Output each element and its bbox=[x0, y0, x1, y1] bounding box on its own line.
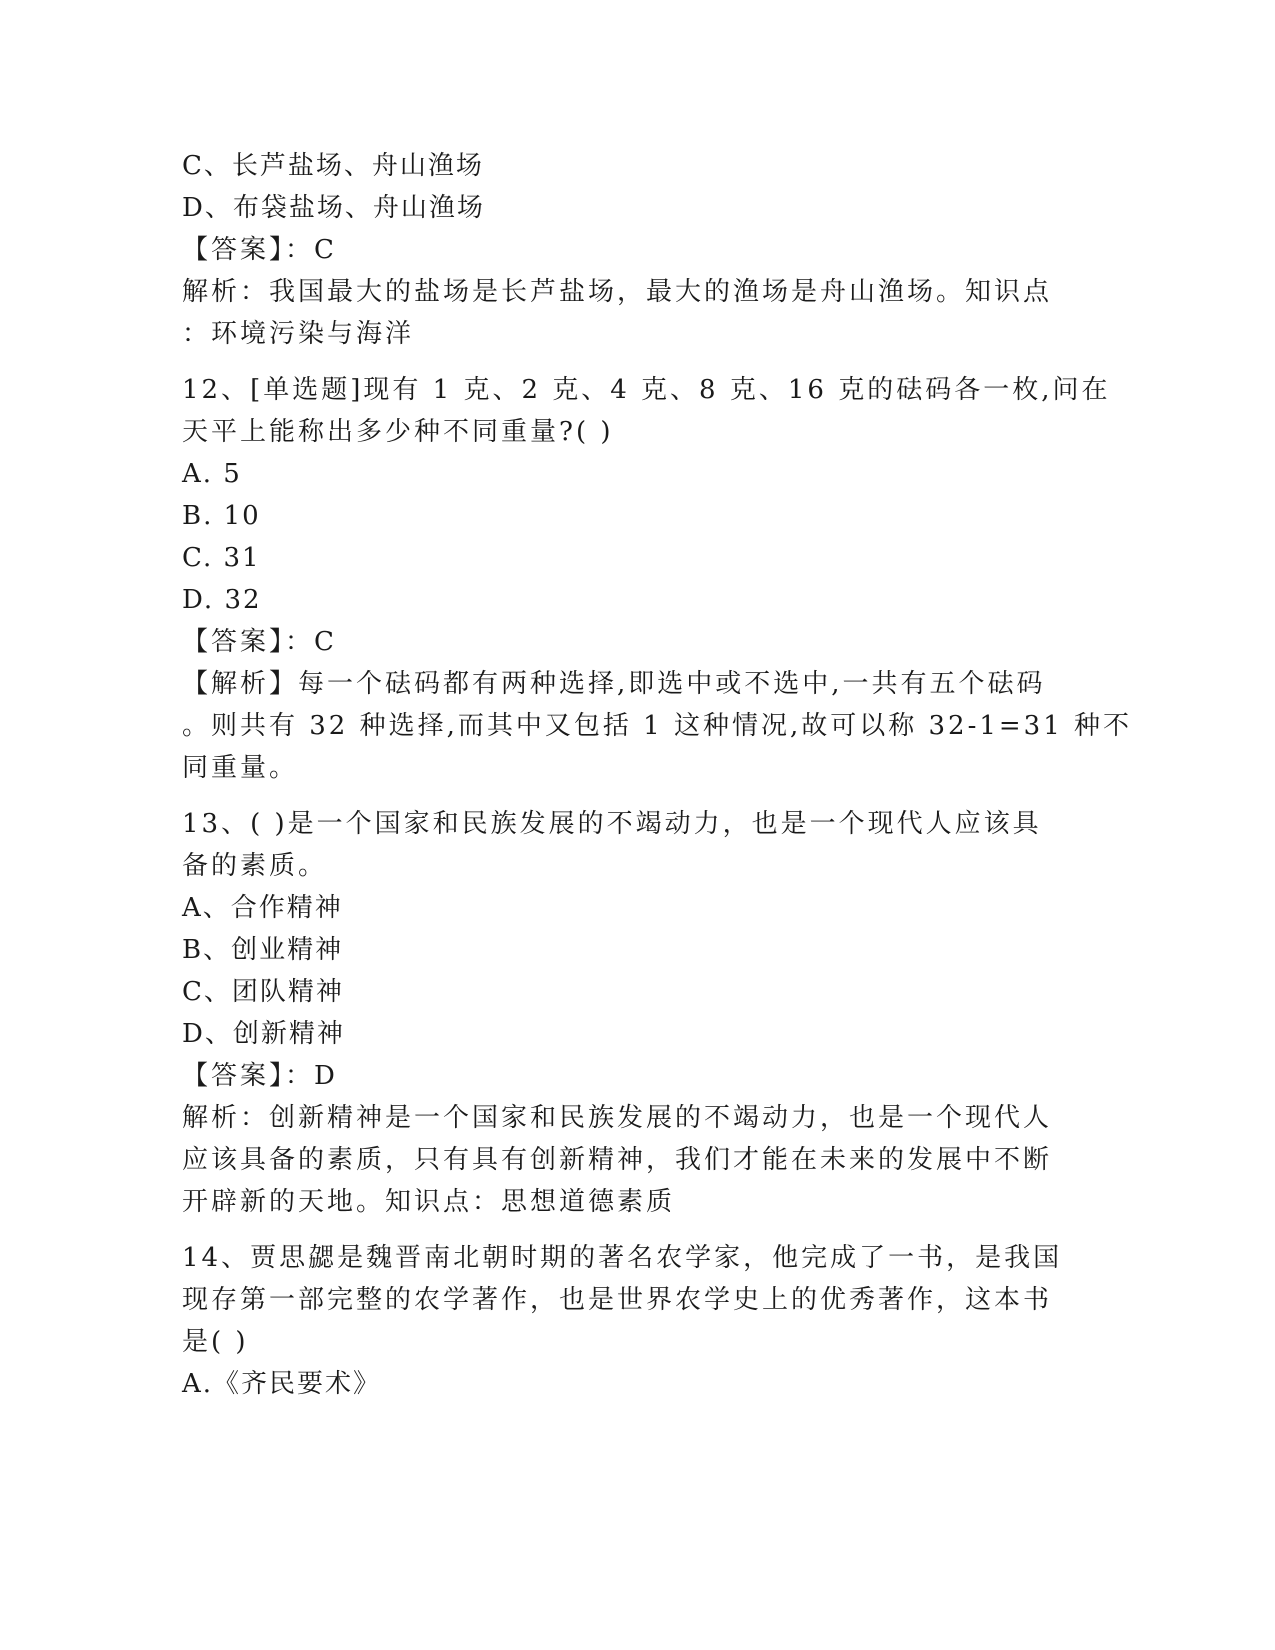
analysis-line: 解析：我国最大的盐场是长芦盐场，最大的渔场是舟山渔场。知识点 bbox=[182, 277, 1053, 307]
question-stem: 12、[单选题]现有 1 克、2 克、4 克、8 克、16 克的砝码各一枚,问在 bbox=[182, 375, 1111, 405]
option-a: A.《齐民要术》 bbox=[182, 1369, 382, 1399]
question-14 bbox=[182, 1237, 1082, 1405]
option-d: D. 32 bbox=[182, 585, 262, 615]
question-12 bbox=[182, 369, 1133, 789]
analysis-line: 。则共有 32 种选择,而其中又包括 1 这种情况,故可以称 32-1=31 种不 bbox=[182, 711, 1133, 741]
option-d: D、布袋盐场、舟山渔场 bbox=[182, 193, 485, 223]
option-c: C、团队精神 bbox=[182, 977, 344, 1007]
option-d: D、创新精神 bbox=[182, 1019, 345, 1049]
question-13 bbox=[182, 803, 1082, 1223]
analysis-line: 同重量。 bbox=[182, 753, 299, 783]
question-stem: 天平上能称出多少种不同重量?( ) bbox=[182, 417, 614, 447]
question-stem: 备的素质。 bbox=[182, 851, 328, 881]
question-stem: 14、贾思勰是魏晋南北朝时期的著名农学家，他完成了一书，是我国 bbox=[182, 1243, 1063, 1273]
previous-question-tail bbox=[182, 145, 1082, 355]
question-stem: 是( ) bbox=[182, 1327, 249, 1357]
analysis-line: 开辟新的天地。知识点：思想道德素质 bbox=[182, 1187, 676, 1217]
analysis-line: 应该具备的素质，只有具有创新精神，我们才能在未来的发展中不断 bbox=[182, 1145, 1053, 1175]
analysis-line: ：环境污染与海洋 bbox=[182, 319, 415, 349]
option-a: A、合作精神 bbox=[182, 893, 343, 923]
question-stem: 13、( )是一个国家和民族发展的不竭动力，也是一个现代人应该具 bbox=[182, 809, 1042, 839]
answer-line: 【答案】：C bbox=[182, 627, 337, 657]
option-b: B、创业精神 bbox=[182, 935, 344, 965]
option-c: C、长芦盐场、舟山渔场 bbox=[182, 151, 484, 181]
analysis-line: 【解析】每一个砝码都有两种选择,即选中或不选中,一共有五个砝码 bbox=[182, 669, 1046, 699]
question-stem: 现存第一部完整的农学著作，也是世界农学史上的优秀著作，这本书 bbox=[182, 1285, 1053, 1315]
option-b: B. 10 bbox=[182, 501, 261, 531]
answer-line: 【答案】：D bbox=[182, 1061, 338, 1091]
option-a: A. 5 bbox=[182, 459, 242, 489]
answer-line: 【答案】：C bbox=[182, 235, 337, 265]
analysis-line: 解析：创新精神是一个国家和民族发展的不竭动力，也是一个现代人 bbox=[182, 1103, 1053, 1133]
exam-page bbox=[182, 145, 1133, 1405]
option-c: C. 31 bbox=[182, 543, 261, 573]
